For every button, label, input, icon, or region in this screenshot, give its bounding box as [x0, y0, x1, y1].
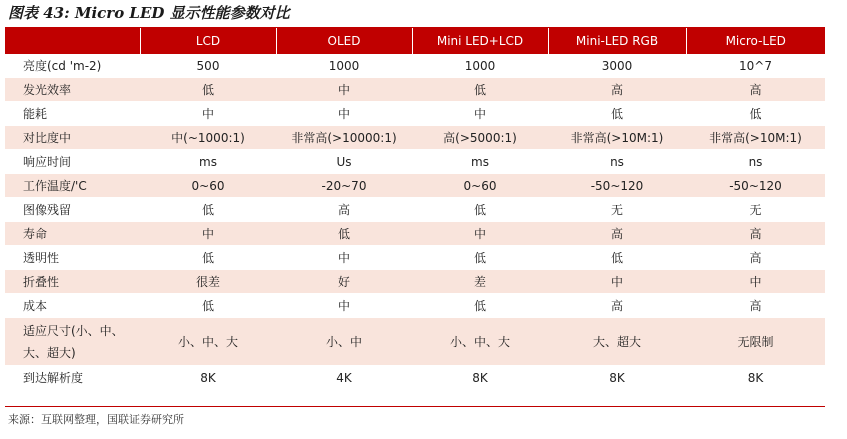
table-row — [5, 246, 825, 270]
source-note: 来源：互联网整理，国联证券研究所 — [8, 413, 184, 426]
table-cell: 低 — [140, 78, 276, 102]
table-cell: Us — [276, 150, 412, 174]
row-label: 适应尺寸(小、中、大、超大) — [5, 318, 140, 366]
table-row — [5, 150, 825, 174]
table-cell: 高 — [276, 198, 412, 222]
table-cell: 8K — [548, 366, 686, 390]
table-cell: 低 — [548, 102, 686, 126]
header-cell-micro-led: Micro-LED — [686, 28, 825, 54]
header-cell-oled: OLED — [276, 28, 412, 54]
table-cell: 大、超大 — [548, 318, 686, 366]
table-cell: 低 — [140, 198, 276, 222]
table-cell: 高(>5000:1) — [412, 126, 548, 150]
table-cell: 低 — [548, 246, 686, 270]
table-cell: 低 — [686, 102, 825, 126]
table-cell: 无 — [686, 198, 825, 222]
table-cell: 中 — [276, 246, 412, 270]
table-cell: 4K — [276, 366, 412, 390]
table-cell: 小、中、大 — [412, 318, 548, 366]
table-cell: 非常高(>10M:1) — [686, 126, 825, 150]
table-cell: 高 — [686, 294, 825, 318]
table-cell: 中 — [140, 222, 276, 246]
table-row — [5, 102, 825, 126]
row-label: 发光效率 — [5, 78, 140, 102]
row-label: 响应时间 — [5, 150, 140, 174]
table-cell: 10^7 — [686, 54, 825, 78]
table-row — [5, 78, 825, 102]
table-cell: 中 — [276, 294, 412, 318]
header-cell-lcd: LCD — [140, 28, 276, 54]
table-cell: ms — [140, 150, 276, 174]
row-label: 折叠性 — [5, 270, 140, 294]
table-cell: 8K — [140, 366, 276, 390]
table-cell: 低 — [276, 222, 412, 246]
table-cell: 高 — [686, 78, 825, 102]
header-row — [5, 28, 825, 54]
table-cell: 8K — [686, 366, 825, 390]
table-row — [5, 366, 825, 390]
table-cell: -20~70 — [276, 174, 412, 198]
row-label: 到达解析度 — [5, 366, 140, 390]
row-label: 寿命 — [5, 222, 140, 246]
table-cell: ns — [686, 150, 825, 174]
table-row — [5, 126, 825, 150]
table-row — [5, 270, 825, 294]
table-cell: 低 — [412, 198, 548, 222]
figure-title: 图表 43: Micro LED 显示性能参数对比 — [8, 4, 290, 22]
table-cell: 低 — [140, 294, 276, 318]
row-label: 透明性 — [5, 246, 140, 270]
table-cell: 无 — [548, 198, 686, 222]
row-label: 工作温度/'C — [5, 174, 140, 198]
table-row — [5, 198, 825, 222]
table-cell: 低 — [412, 78, 548, 102]
table-row — [5, 318, 825, 366]
table-cell: -50~120 — [548, 174, 686, 198]
table-cell: 0~60 — [140, 174, 276, 198]
table-cell: 低 — [412, 246, 548, 270]
table-cell: 中 — [412, 102, 548, 126]
table-cell: 中 — [548, 270, 686, 294]
table-cell: 1000 — [412, 54, 548, 78]
table-cell: 高 — [548, 294, 686, 318]
table-cell: 中 — [412, 222, 548, 246]
table-row — [5, 54, 825, 78]
table-cell: 低 — [412, 294, 548, 318]
table-cell: 1000 — [276, 54, 412, 78]
table-cell: 小、中、大 — [140, 318, 276, 366]
table-cell: 中 — [276, 78, 412, 102]
table-cell: 中 — [686, 270, 825, 294]
table-cell: 非常高(>10000:1) — [276, 126, 412, 150]
table-cell: ms — [412, 150, 548, 174]
table-cell: 高 — [548, 222, 686, 246]
row-label: 图像残留 — [5, 198, 140, 222]
row-label: 亮度(cd 'm-2) — [5, 54, 140, 78]
table-cell: 无限制 — [686, 318, 825, 366]
table-cell: 8K — [412, 366, 548, 390]
table-cell: -50~120 — [686, 174, 825, 198]
table-cell: 差 — [412, 270, 548, 294]
table-cell: 高 — [686, 222, 825, 246]
table-row — [5, 174, 825, 198]
table-cell: 好 — [276, 270, 412, 294]
table-cell: 非常高(>10M:1) — [548, 126, 686, 150]
table-cell: 中 — [140, 102, 276, 126]
table-row — [5, 222, 825, 246]
table-cell: 500 — [140, 54, 276, 78]
row-label: 对比度中 — [5, 126, 140, 150]
table-row — [5, 294, 825, 318]
row-label: 成本 — [5, 294, 140, 318]
table-cell: 3000 — [548, 54, 686, 78]
table-cell: 高 — [548, 78, 686, 102]
header-cell-mini-led-rgb: Mini-LED RGB — [548, 28, 686, 54]
table-cell: ns — [548, 150, 686, 174]
table-cell: 高 — [686, 246, 825, 270]
header-cell-blank — [5, 28, 140, 54]
table-cell: 很差 — [140, 270, 276, 294]
row-label: 能耗 — [5, 102, 140, 126]
bottom-rule — [5, 406, 825, 407]
table-cell: 中 — [276, 102, 412, 126]
comparison-table — [5, 28, 825, 390]
table-cell: 0~60 — [412, 174, 548, 198]
header-cell-mini-led-lcd: Mini LED+LCD — [412, 28, 548, 54]
table-cell: 低 — [140, 246, 276, 270]
table-cell: 中(~1000:1) — [140, 126, 276, 150]
table-cell: 小、中 — [276, 318, 412, 366]
